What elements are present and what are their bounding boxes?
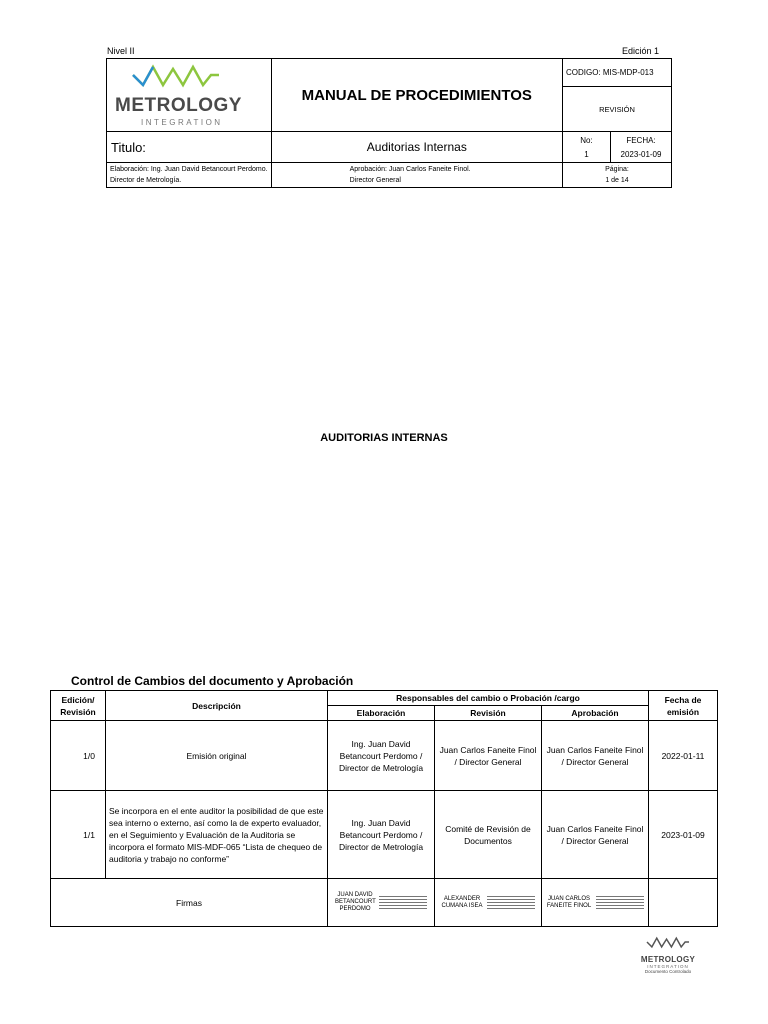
table-row [51, 721, 718, 791]
col-edition [51, 691, 106, 721]
elaboration-cell [107, 163, 272, 188]
signature-stamp-icon [487, 894, 535, 911]
manual-title: MANUAL DE PROCEDIMIENTOS [271, 59, 562, 132]
page-value: 1 de 14 [605, 177, 629, 184]
approval-role: Director General [349, 177, 401, 184]
col-responsibles: Responsables del cambio o Probación /cargo [328, 691, 649, 706]
row-description: Se incorpora en el ente auditor la posibilidad de que este sea interno o externo, así como la de experto evaluador, en el Seguimiento y Evaluación de la Auditoria se incorpora el formato MIS-MDF-065 “Lista de chequeo de auditoria y trabajo no conforme” [106, 791, 328, 879]
row-edition: 1/1 [51, 791, 106, 879]
logo-cell [107, 59, 272, 132]
signatures-row [51, 879, 718, 927]
row-revision: Comité de Revisión de Documentos [435, 791, 542, 879]
footer-logo-wave-icon [646, 936, 690, 950]
date-cell [611, 132, 672, 163]
document-header [106, 58, 672, 188]
logo-wordmark: METROLOGY [115, 95, 242, 116]
page-label: Página: [605, 166, 629, 173]
row-revision: Juan Carlos Faneite Finol / Director General [435, 721, 542, 791]
approval-cell [271, 163, 562, 188]
document-code: CODIGO: MIS-MDP-013 [563, 59, 672, 87]
row-elaboration: Ing. Juan David Betancourt Perdomo / Director de Metrología [328, 721, 435, 791]
number-value: 1 [584, 149, 589, 159]
signature-approval-name: JUAN CARLOS FANEITE FINOL [546, 895, 592, 909]
signature-revision [435, 879, 542, 927]
row-date: 2022-01-11 [649, 721, 718, 791]
row-date: 2023-01-09 [649, 791, 718, 879]
footer-logo-wordmark: METROLOGY [640, 955, 696, 964]
title-label [107, 132, 272, 163]
document-title: AUDITORIAS INTERNAS [320, 432, 448, 444]
change-control-table [50, 690, 718, 927]
table-row [51, 791, 718, 879]
footer-logo-subtitle: INTEGRATION [647, 964, 689, 969]
title-label-text: Titulo: [111, 139, 146, 155]
company-logo [115, 61, 250, 129]
signature-elaboration [328, 879, 435, 927]
date-label: FECHA: [626, 135, 656, 145]
col-date [649, 691, 718, 721]
row-elaboration: Ing. Juan David Betancourt Perdomo / Director de Metrología [328, 791, 435, 879]
logo-subtitle: INTEGRATION [141, 118, 223, 127]
footer-caption: Documento Controlado [644, 969, 692, 974]
col-approval: Aprobación [542, 706, 649, 721]
signature-stamp-icon [379, 894, 427, 911]
col-date-line1: Fecha de [664, 694, 702, 705]
signature-approval [542, 879, 649, 927]
row-description: Emisión original [106, 721, 328, 791]
revision-label: REVISIÓN [563, 87, 672, 132]
col-date-line2: emisión [666, 706, 700, 717]
signature-revision-name: ALEXANDER CUMANA ISEA [441, 895, 483, 909]
col-edition-line2: Revisión [60, 706, 96, 717]
row-approval: Juan Carlos Faneite Finol / Director General [542, 791, 649, 879]
col-revision: Revisión [435, 706, 542, 721]
number-label: No: [580, 135, 593, 145]
signature-elaboration-name: JUAN DAVID BETANCOURT PERDOMO [335, 892, 376, 912]
elaboration-role: Director de Metrología. [110, 177, 182, 184]
footer-logo [633, 936, 703, 974]
level-label: Nivel II [107, 46, 135, 56]
col-description: Descripción [106, 691, 328, 721]
col-edition-line1: Edición/ [61, 694, 95, 705]
signatures-label: Firmas [51, 879, 328, 927]
row-edition: 1/0 [51, 721, 106, 791]
row-approval: Juan Carlos Faneite Finol / Director General [542, 721, 649, 791]
edition-label: Edición 1 [622, 46, 660, 56]
col-elaboration: Elaboración [328, 706, 435, 721]
signature-date-empty [649, 879, 718, 927]
logo-wave-icon [131, 63, 221, 91]
approval-text: Aprobación: Juan Carlos Faneite Finol. [349, 166, 471, 173]
page-cell [563, 163, 672, 188]
signature-stamp-icon [596, 894, 644, 911]
number-cell [563, 132, 611, 163]
title-value: Auditorias Internas [271, 132, 562, 163]
elaboration-text: Elaboración: Ing. Juan David Betancourt Perdomo. [110, 166, 268, 173]
date-value: 2023-01-09 [620, 149, 662, 159]
change-control-heading: Control de Cambios del documento y Aprobación [71, 674, 354, 688]
